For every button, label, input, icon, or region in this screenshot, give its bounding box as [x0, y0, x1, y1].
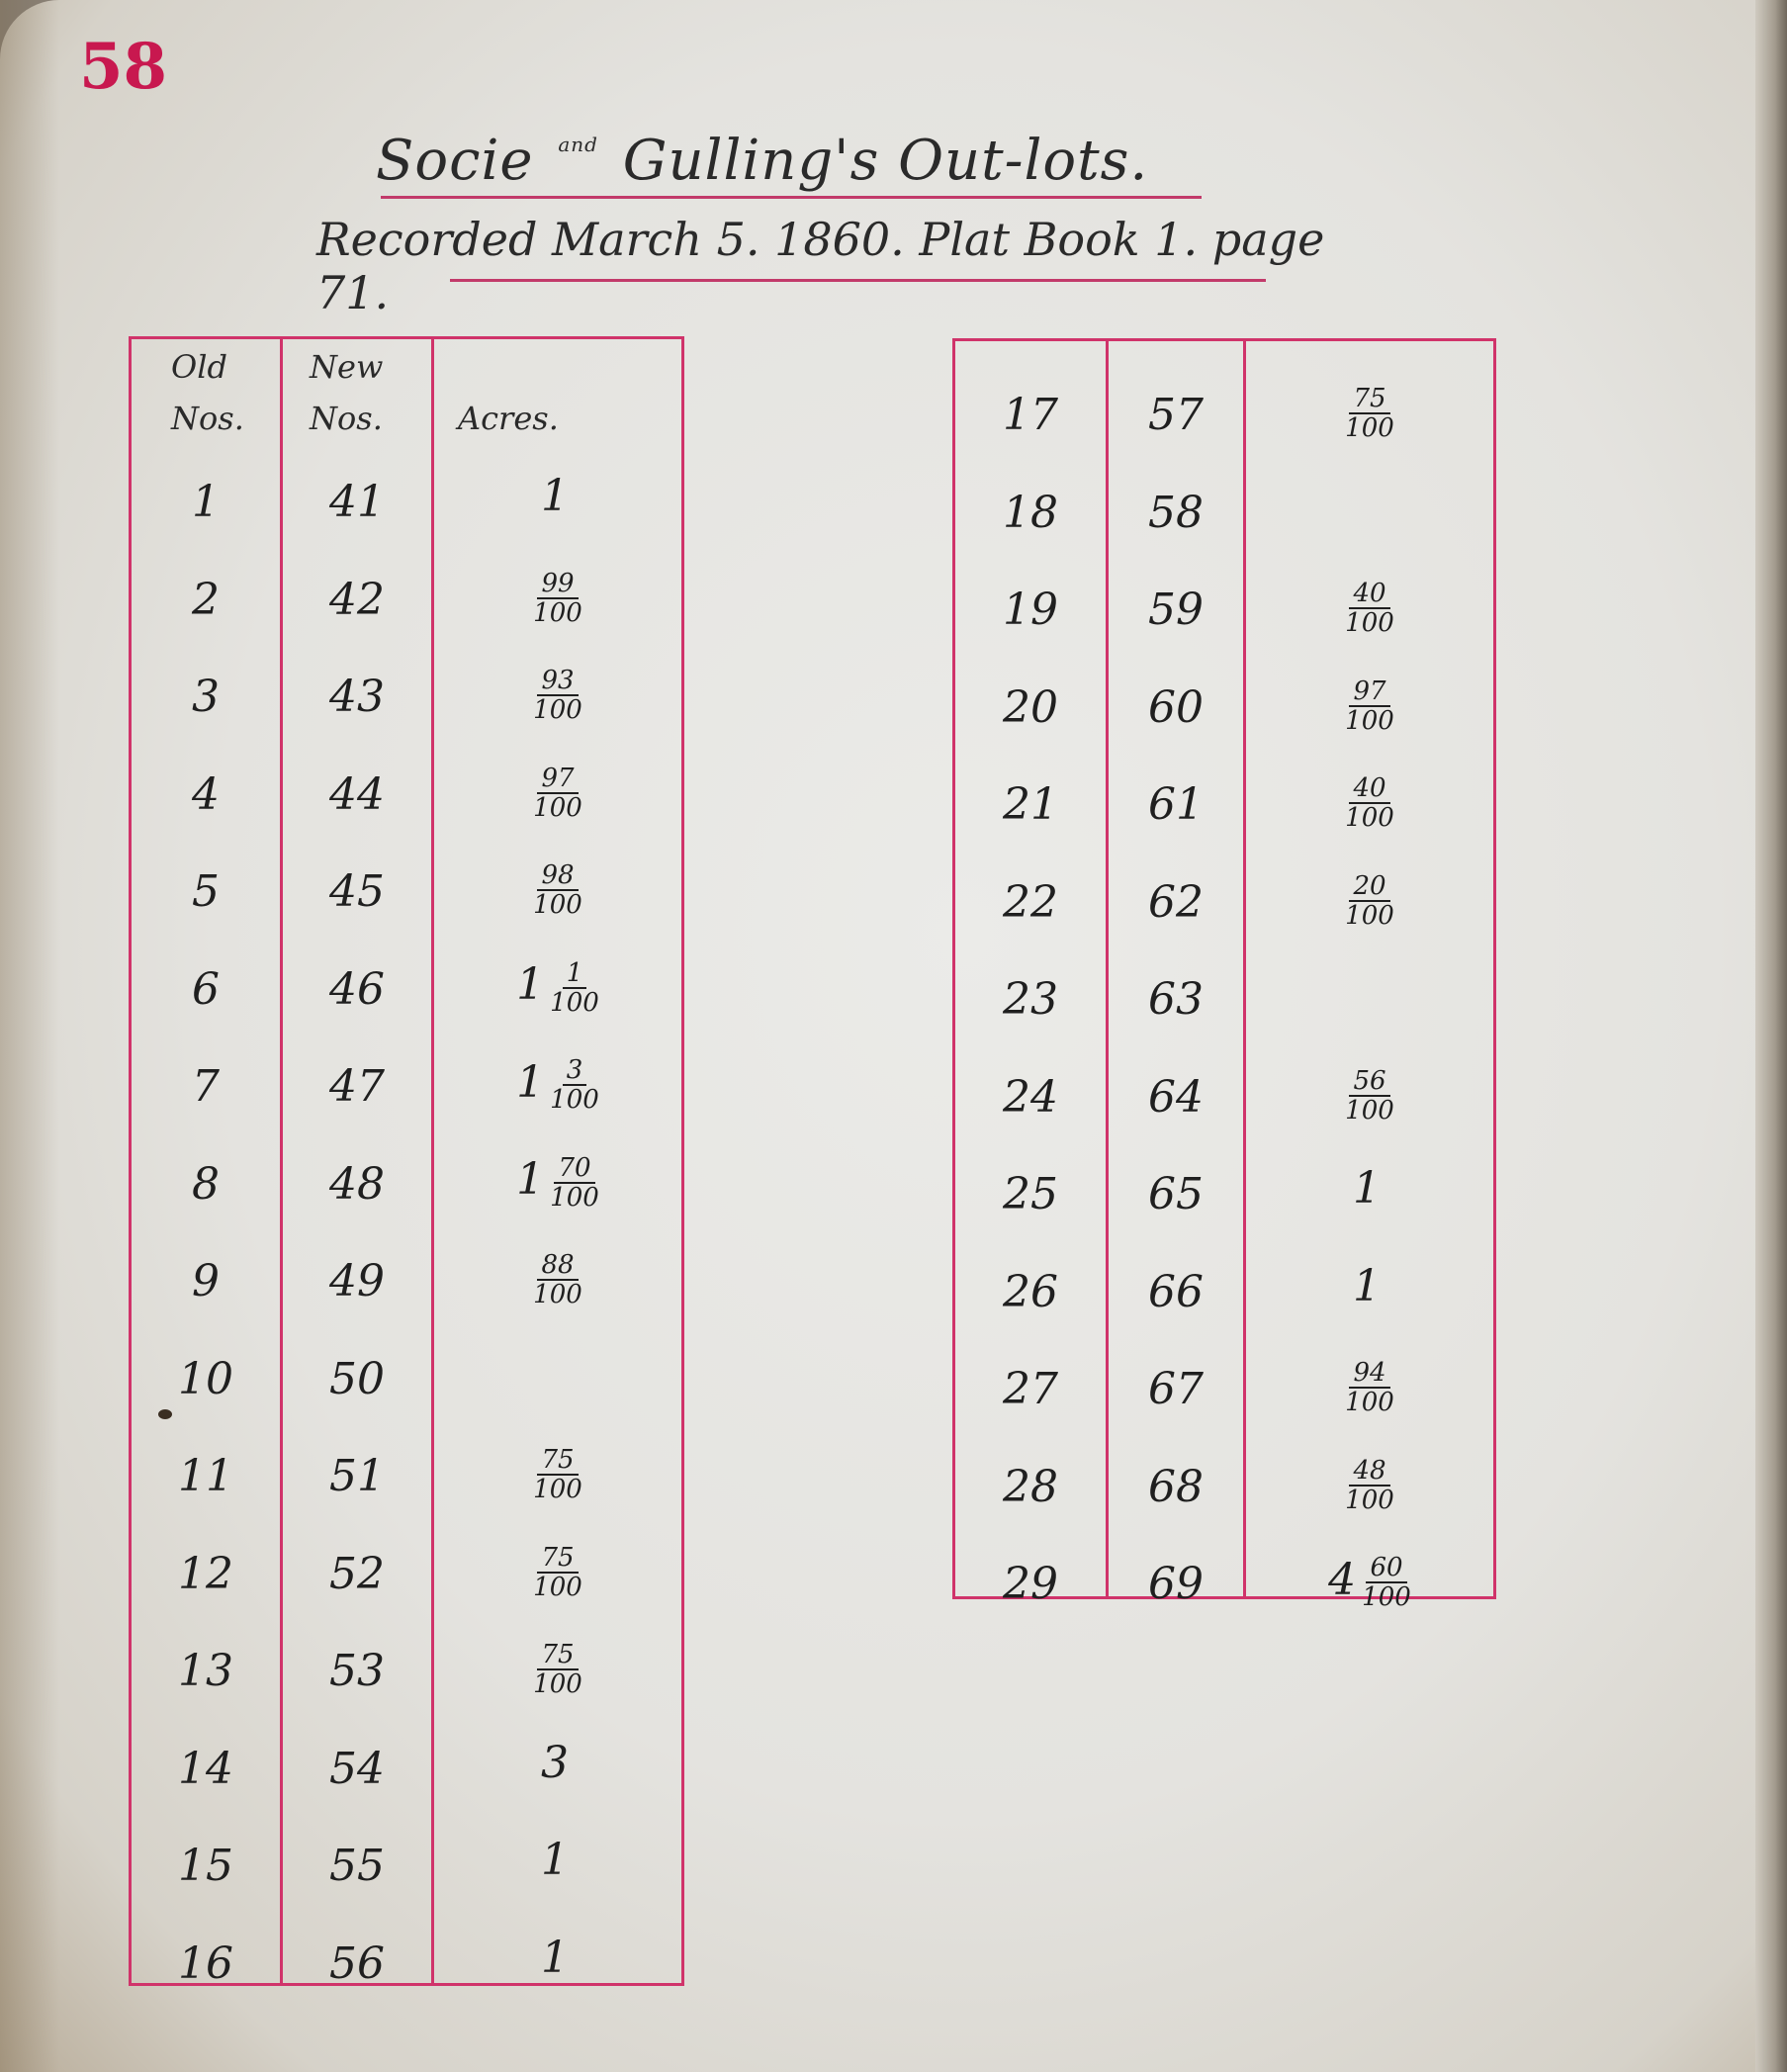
acres-whole: 1 [541, 1835, 569, 1885]
new-number: 69 [1148, 1559, 1204, 1609]
fraction-numerator: 70 [554, 1154, 594, 1184]
title-part2: Gulling's Out-lots. [622, 129, 1149, 193]
old-number: 26 [1003, 1266, 1058, 1317]
fraction-numerator: 75 [1349, 385, 1389, 414]
new-number: 61 [1148, 779, 1204, 830]
old-number: 4 [192, 768, 220, 820]
title-and: and [558, 133, 598, 156]
fraction-numerator: 1 [563, 959, 587, 989]
fraction-denominator: 100 [1345, 608, 1394, 638]
acres-value [434, 570, 681, 627]
fraction-numerator: 94 [1349, 1359, 1389, 1389]
acres-value [434, 472, 681, 521]
acres-fraction [1345, 1359, 1394, 1416]
acres-value [1246, 872, 1493, 930]
acres-value [1246, 774, 1493, 832]
acres-fraction [533, 765, 582, 822]
acres-value [434, 667, 681, 724]
acres-whole: 1 [541, 471, 569, 521]
old-number: 3 [192, 672, 220, 722]
new-number: 52 [329, 1548, 385, 1599]
acres-value [434, 1154, 681, 1212]
fraction-numerator: 48 [1349, 1457, 1389, 1486]
fraction-numerator: 98 [537, 861, 578, 891]
fraction-numerator: 93 [537, 667, 578, 696]
acres-fraction [533, 1446, 582, 1503]
page-number: 58 [79, 30, 168, 104]
acres-fraction [533, 861, 582, 919]
fraction-numerator: 97 [1349, 677, 1389, 707]
fraction-denominator: 100 [533, 597, 582, 628]
acres-whole: 4 [1328, 1554, 1357, 1605]
acres-value [1246, 1067, 1493, 1125]
new-number: 51 [329, 1451, 385, 1501]
fraction-denominator: 100 [533, 890, 582, 920]
acres-value [1246, 1164, 1493, 1214]
new-number: 45 [329, 866, 385, 917]
acres-value [434, 1641, 681, 1698]
fraction-denominator: 100 [550, 987, 599, 1018]
acres-value [1246, 1554, 1493, 1611]
old-number: 10 [178, 1353, 233, 1404]
fraction-denominator: 100 [550, 1085, 599, 1115]
fraction-numerator: 3 [563, 1056, 587, 1086]
fraction-denominator: 100 [1345, 1095, 1394, 1126]
fraction-denominator: 100 [1345, 413, 1394, 443]
old-number: 7 [192, 1061, 220, 1112]
fraction-denominator: 100 [1362, 1582, 1411, 1612]
acres-fraction [533, 1251, 582, 1308]
acres-value [1246, 580, 1493, 637]
old-number: 17 [1003, 390, 1058, 440]
header-new-nos [310, 341, 383, 444]
fraction-numerator: 75 [537, 1641, 578, 1670]
acres-fraction [1345, 774, 1394, 832]
acres-fraction [1345, 385, 1394, 442]
old-number: 18 [1003, 487, 1058, 538]
left-ledger-table [129, 336, 684, 1989]
fraction-denominator: 100 [533, 695, 582, 725]
fraction-denominator: 100 [1345, 900, 1394, 931]
recording-note: Recorded March 5. 1860. Plat Book 1. page 71. [316, 213, 1325, 319]
fraction-numerator: 88 [537, 1251, 578, 1281]
old-number: 14 [178, 1743, 233, 1794]
acres-fraction [533, 1641, 582, 1698]
acres-value [434, 1544, 681, 1601]
old-number: 24 [1003, 1071, 1058, 1123]
binding-edge [1755, 0, 1787, 2072]
new-number: 44 [329, 768, 385, 820]
fraction-numerator: 60 [1366, 1554, 1406, 1583]
new-number: 43 [329, 672, 385, 722]
old-number: 8 [192, 1158, 220, 1210]
fraction-numerator: 75 [537, 1544, 578, 1574]
acres-value [1246, 1359, 1493, 1416]
acres-value [434, 765, 681, 822]
old-number: 23 [1003, 974, 1058, 1025]
old-number: 2 [192, 574, 220, 625]
acres-whole: 1 [516, 1154, 545, 1205]
fraction-denominator: 100 [1345, 803, 1394, 833]
acres-value [434, 1934, 681, 1983]
acres-fraction [533, 570, 582, 627]
fraction-numerator: 20 [1349, 872, 1389, 902]
acres-value [434, 861, 681, 919]
new-number: 50 [329, 1353, 385, 1404]
new-number: 57 [1148, 390, 1204, 440]
title-underline [381, 196, 1202, 199]
fraction-numerator: 97 [537, 765, 578, 794]
acres-whole: 1 [516, 959, 545, 1010]
acres-fraction [550, 959, 599, 1017]
fraction-numerator: 99 [537, 570, 578, 599]
acres-fraction [550, 1056, 599, 1114]
new-number: 54 [329, 1743, 385, 1794]
acres-whole: 1 [1353, 1163, 1381, 1214]
fraction-denominator: 100 [533, 792, 582, 823]
acres-whole: 1 [1353, 1260, 1381, 1311]
fraction-numerator: 40 [1349, 774, 1389, 804]
header-acres: Acres. [458, 400, 559, 437]
fraction-denominator: 100 [1345, 705, 1394, 736]
fraction-denominator: 100 [533, 1669, 582, 1699]
title-part1: Socie [376, 129, 534, 193]
old-number: 11 [178, 1451, 233, 1501]
fraction-denominator: 100 [533, 1572, 582, 1602]
acres-fraction [1345, 580, 1394, 637]
old-number: 13 [178, 1646, 233, 1696]
old-number: 22 [1003, 876, 1058, 928]
acres-value [434, 1056, 681, 1114]
subtitle-underline [450, 279, 1266, 282]
new-number: 53 [329, 1646, 385, 1696]
fraction-denominator: 100 [1345, 1388, 1394, 1417]
old-number: 1 [192, 477, 220, 527]
new-number: 60 [1148, 681, 1204, 733]
acres-value [1246, 385, 1493, 442]
old-number: 15 [178, 1841, 233, 1891]
acres-value [434, 1739, 681, 1788]
old-number: 20 [1003, 681, 1058, 733]
acres-fraction [1345, 677, 1394, 735]
old-number: 9 [192, 1256, 220, 1306]
new-number: 68 [1148, 1461, 1204, 1512]
new-number: 56 [329, 1937, 385, 1989]
acres-whole: 1 [541, 1932, 569, 1983]
page-shadow [0, 0, 59, 2072]
old-number: 19 [1003, 585, 1058, 635]
acres-value [434, 1251, 681, 1308]
old-number: 5 [192, 866, 220, 917]
header-new-line2: Nos. [310, 400, 383, 437]
new-number: 42 [329, 574, 385, 625]
ink-blot [158, 1409, 172, 1419]
new-number: 65 [1148, 1169, 1204, 1219]
right-ledger-table [952, 338, 1496, 1612]
header-old-line2: Nos. [171, 400, 244, 437]
header-old-line1: Old [171, 348, 227, 386]
new-number: 64 [1148, 1071, 1204, 1123]
new-number: 59 [1148, 585, 1204, 635]
old-number: 16 [178, 1937, 233, 1989]
acres-value [434, 1446, 681, 1503]
page-title [376, 129, 1266, 193]
header-old-nos [171, 341, 244, 444]
acres-fraction [1345, 872, 1394, 930]
fraction-numerator: 40 [1349, 580, 1389, 609]
new-number: 66 [1148, 1266, 1204, 1317]
new-number: 58 [1148, 487, 1204, 538]
acres-value [1246, 677, 1493, 735]
old-number: 21 [1003, 779, 1058, 830]
new-number: 55 [329, 1841, 385, 1891]
acres-fraction [533, 1544, 582, 1601]
fraction-numerator: 56 [1349, 1067, 1389, 1097]
acres-value [1246, 1457, 1493, 1514]
acres-fraction [533, 667, 582, 724]
fraction-denominator: 100 [533, 1475, 582, 1504]
new-number: 49 [329, 1256, 385, 1306]
acres-fraction [550, 1154, 599, 1212]
old-number: 25 [1003, 1169, 1058, 1219]
old-number: 6 [192, 963, 220, 1015]
acres-value [434, 959, 681, 1017]
new-number: 47 [329, 1061, 385, 1112]
old-number: 27 [1003, 1364, 1058, 1414]
acres-whole: 1 [516, 1056, 545, 1108]
acres-fraction [1362, 1554, 1411, 1611]
old-number: 28 [1003, 1461, 1058, 1512]
new-number: 48 [329, 1158, 385, 1210]
acres-value [434, 1836, 681, 1885]
acres-fraction [1345, 1067, 1394, 1125]
header-new-line1: New [310, 348, 384, 386]
fraction-denominator: 100 [533, 1280, 582, 1309]
new-number: 63 [1148, 974, 1204, 1025]
acres-whole: 3 [541, 1737, 569, 1788]
old-number: 12 [178, 1548, 233, 1599]
acres-fraction [1345, 1457, 1394, 1514]
new-number: 62 [1148, 876, 1204, 928]
old-number: 29 [1003, 1559, 1058, 1609]
new-number: 41 [329, 477, 385, 527]
new-number: 46 [329, 963, 385, 1015]
fraction-denominator: 100 [1345, 1485, 1394, 1515]
acres-value [1246, 1262, 1493, 1311]
fraction-numerator: 75 [537, 1446, 578, 1476]
fraction-denominator: 100 [550, 1182, 599, 1213]
new-number: 67 [1148, 1364, 1204, 1414]
